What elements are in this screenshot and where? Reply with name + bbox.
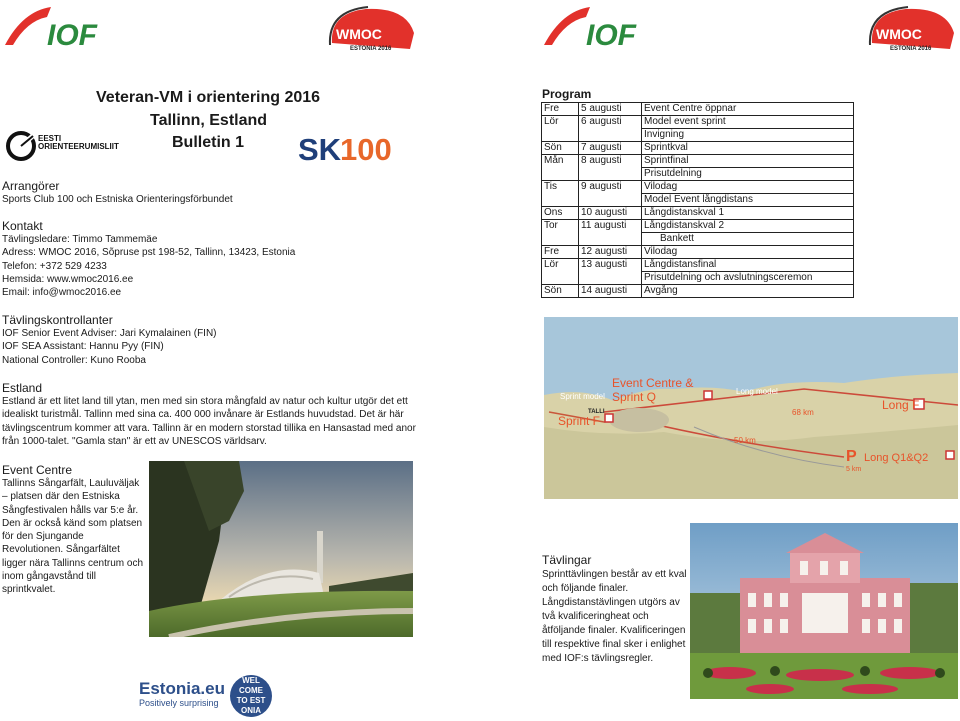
- program-row: [542, 207, 854, 220]
- map-parking-marker: P: [846, 448, 857, 465]
- program-event: Vilodag: [642, 246, 854, 259]
- arrangorer-heading: Arrangörer: [2, 179, 60, 193]
- program-date: 7 augusti: [579, 142, 642, 155]
- svg-text:100: 100: [340, 132, 392, 164]
- welcome-line: WEL: [242, 676, 260, 685]
- svg-text:EESTI: EESTI: [38, 134, 62, 143]
- program-event: Model Event långdistans: [642, 194, 854, 207]
- program-day: Mån: [542, 155, 579, 168]
- event-centre-line: Sångfestivalen hålls var 5:e år.: [2, 504, 139, 516]
- palace-photo: [690, 523, 958, 699]
- event-centre-line: sprintkvalet.: [2, 584, 56, 596]
- program-date: 14 augusti: [579, 285, 642, 298]
- eol-logo: [5, 128, 125, 164]
- estland-line: Estland är ett litet land till ytan, men med sin stora mångfald av natur och kultur utgör det ett: [2, 396, 408, 407]
- program-date: 12 augusti: [579, 246, 642, 259]
- estland-line: från 1000-talet. "Gamla stan" är ett av UNESCOS världsarv.: [2, 435, 267, 447]
- estland-line: tävlingscentrum kommer att vara. Tallinn är en modern storstad tillika en Hansastad med anor: [2, 422, 416, 434]
- program-day: Lör: [542, 116, 579, 129]
- svg-text:IOF: IOF: [47, 19, 97, 52]
- program-day: Tor: [542, 220, 579, 233]
- program-event: Bankett: [642, 233, 854, 246]
- program-event: Sprintfinal: [642, 155, 854, 168]
- program-row: [542, 220, 854, 233]
- program-row: [542, 194, 854, 207]
- program-event: Prisutdelning och avslutningsceremon: [642, 272, 854, 285]
- map-label-5km: 5 km: [846, 466, 862, 473]
- map-label-long-f: Long F: [882, 398, 920, 412]
- program-row: [542, 246, 854, 259]
- program-row: [542, 129, 854, 142]
- map-label-long-model: Long model: [736, 387, 778, 396]
- program-date: 13 augusti: [579, 259, 642, 272]
- svg-text:ESTONIA 2016: ESTONIA 2016: [890, 46, 932, 52]
- map-label-tallinn: TALLI: [588, 409, 605, 415]
- program-table-wrap: [541, 102, 854, 298]
- event-centre-line: Tallinns Sångarfält, Lauluväljak: [2, 478, 140, 489]
- program-row: [542, 181, 854, 194]
- kontrollanter-heading: Tävlingskontrollanter: [2, 313, 113, 327]
- kontakt-block: [2, 233, 295, 299]
- program-row: [542, 272, 854, 285]
- kontrollanter-line: National Controller: Kuno Rooba: [2, 354, 146, 366]
- program-day: [542, 233, 579, 246]
- estland-block: [2, 395, 416, 448]
- program-day: Ons: [542, 207, 579, 220]
- kontrollanter-line: IOF Senior Event Adviser: Jari Kymalainen (FIN): [2, 328, 217, 339]
- tavlingar-line: två kvalificeringheat och: [542, 611, 649, 622]
- map-label-long-q: Long Q1&Q2: [864, 452, 929, 464]
- program-date: [579, 272, 642, 285]
- program-date: 6 augusti: [579, 116, 642, 129]
- tavlingar-line: Långdistanstävlingen utgörs av: [542, 597, 680, 608]
- iof-logo-right: [542, 3, 660, 58]
- program-table: [541, 102, 854, 298]
- kontakt-line: Adress: WMOC 2016, Sõpruse pst 198-52, Tallinn, 13423, Estonia: [2, 247, 296, 259]
- tavlingar-block: [542, 568, 687, 666]
- event-centre-line: – platsen där den Estniska: [2, 491, 120, 503]
- program-row: [542, 155, 854, 168]
- map-label-sprint-q: Sprint Q: [612, 390, 657, 404]
- program-date: 8 augusti: [579, 155, 642, 168]
- map-label-50km: 50 km: [734, 436, 756, 445]
- tavlingar-line: åtföljande finaler. Kvalificeringen: [542, 625, 686, 636]
- program-row: [542, 116, 854, 129]
- program-day: [542, 168, 579, 181]
- song-festival-grounds-photo: [149, 461, 413, 637]
- kontakt-line: Telefon: +372 529 4233: [2, 260, 107, 272]
- website-link[interactable]: Hemsida: www.wmoc2016.ee: [2, 273, 134, 285]
- program-date: [579, 233, 642, 246]
- program-day: Lör: [542, 259, 579, 272]
- wmoc-logo-right: [866, 3, 958, 58]
- estonia-eu-text: Estonia.eu: [139, 679, 225, 698]
- program-row: [542, 233, 854, 246]
- wmoc-logo-left: [326, 3, 418, 58]
- positively-surprising-text: Positively surprising: [139, 698, 219, 708]
- welcome-line: COME: [239, 686, 263, 695]
- program-heading: Program: [542, 87, 592, 101]
- program-event: Långdistanskval 2: [642, 220, 854, 233]
- iof-logo-left: [3, 3, 121, 58]
- program-event: Event Centre öppnar: [642, 103, 854, 116]
- tavlingar-line: med IOF:s tävlingsregler.: [542, 653, 654, 664]
- kontrollanter-line: IOF SEA Assistant: Hannu Pyy (FIN): [2, 341, 164, 353]
- welcome-line: TO EST: [236, 696, 266, 705]
- svg-text:IOF: IOF: [586, 19, 636, 52]
- page-subtitle: Tallinn, Estland: [150, 112, 268, 129]
- map-label-sprint-f: Sprint F: [558, 414, 601, 428]
- program-event: Långdistanskval 1: [642, 207, 854, 220]
- tavlingar-line: Sprinttävlingen består av ett kval: [542, 569, 687, 580]
- program-row: [542, 168, 854, 181]
- svg-text:WMOC: WMOC: [336, 26, 382, 42]
- event-centre-line: ligger nära Tallinns centrum och: [2, 557, 144, 569]
- program-day: Fre: [542, 103, 579, 116]
- tavlingar-line: och följande finaler.: [542, 583, 629, 594]
- program-row: [542, 285, 854, 298]
- estland-heading: Estland: [2, 381, 43, 395]
- program-event: Avgång: [642, 285, 854, 298]
- program-row: [542, 142, 854, 155]
- program-day: [542, 272, 579, 285]
- event-centre-line: inom gångavstånd till: [2, 571, 96, 583]
- program-day: Fre: [542, 246, 579, 259]
- svg-text:ESTONIA 2016: ESTONIA 2016: [350, 46, 392, 52]
- event-centre-heading: Event Centre: [2, 463, 73, 477]
- event-centre-block: [2, 477, 143, 597]
- program-date: 10 augusti: [579, 207, 642, 220]
- program-row: [542, 259, 854, 272]
- estonia-eu-logo: [139, 680, 225, 709]
- program-date: [579, 129, 642, 142]
- program-row: [542, 103, 854, 116]
- svg-text:WMOC: WMOC: [876, 26, 922, 42]
- page-title: Veteran-VM i orientering 2016: [96, 89, 321, 106]
- program-day: Sön: [542, 285, 579, 298]
- welcome-to-estonia-badge: [230, 675, 272, 717]
- program-event: Sprintkval: [642, 142, 854, 155]
- email-link[interactable]: Email: info@wmoc2016.ee: [2, 287, 122, 299]
- map-label-sprint-model: Sprint model: [560, 392, 605, 401]
- kontakt-line: Tävlingsledare: Timmo Tammemäe: [2, 234, 158, 245]
- map-label-68km: 68 km: [792, 408, 814, 417]
- arrangorer-text: Sports Club 100 och Estniska Orienteringsförbundet: [2, 194, 233, 205]
- program-date: [579, 168, 642, 181]
- event-centre-line: Den är också känd som platsen: [2, 517, 143, 529]
- kontakt-heading: Kontakt: [2, 219, 43, 233]
- program-event: Vilodag: [642, 181, 854, 194]
- event-centre-line: Revolutionen. Sångarfältet: [2, 544, 120, 556]
- tavlingar-line: till respektive final sker i enlighet: [542, 639, 686, 650]
- program-day: [542, 194, 579, 207]
- sk100-logo: [298, 130, 414, 164]
- program-date: 5 augusti: [579, 103, 642, 116]
- svg-text:SK: SK: [298, 132, 342, 164]
- program-day: Tis: [542, 181, 579, 194]
- program-date: 9 augusti: [579, 181, 642, 194]
- program-date: [579, 194, 642, 207]
- program-event: Långdistansfinal: [642, 259, 854, 272]
- program-event: Invigning: [642, 129, 854, 142]
- svg-text:ORIENTEERUMISLIIT: ORIENTEERUMISLIIT: [38, 142, 119, 151]
- bulletin-label: Bulletin 1: [172, 134, 245, 151]
- tavlingar-heading: Tävlingar: [542, 553, 592, 567]
- welcome-line: ONIA: [241, 706, 261, 715]
- event-centre-line: för den Sjungande: [2, 531, 84, 543]
- route-map: [544, 317, 958, 499]
- kontrollanter-block: [2, 327, 217, 367]
- map-label-event-centre: Event Centre &: [612, 376, 694, 390]
- program-event: Prisutdelning: [642, 168, 854, 181]
- program-event: Model event sprint: [642, 116, 854, 129]
- program-day: Sön: [542, 142, 579, 155]
- program-date: 11 augusti: [579, 220, 642, 233]
- estland-line: idealiskt turistmål. Tallinn med sina ca. 400 000 invånare är Estlands huvudstad. Det är här: [2, 409, 404, 421]
- program-day: [542, 129, 579, 142]
